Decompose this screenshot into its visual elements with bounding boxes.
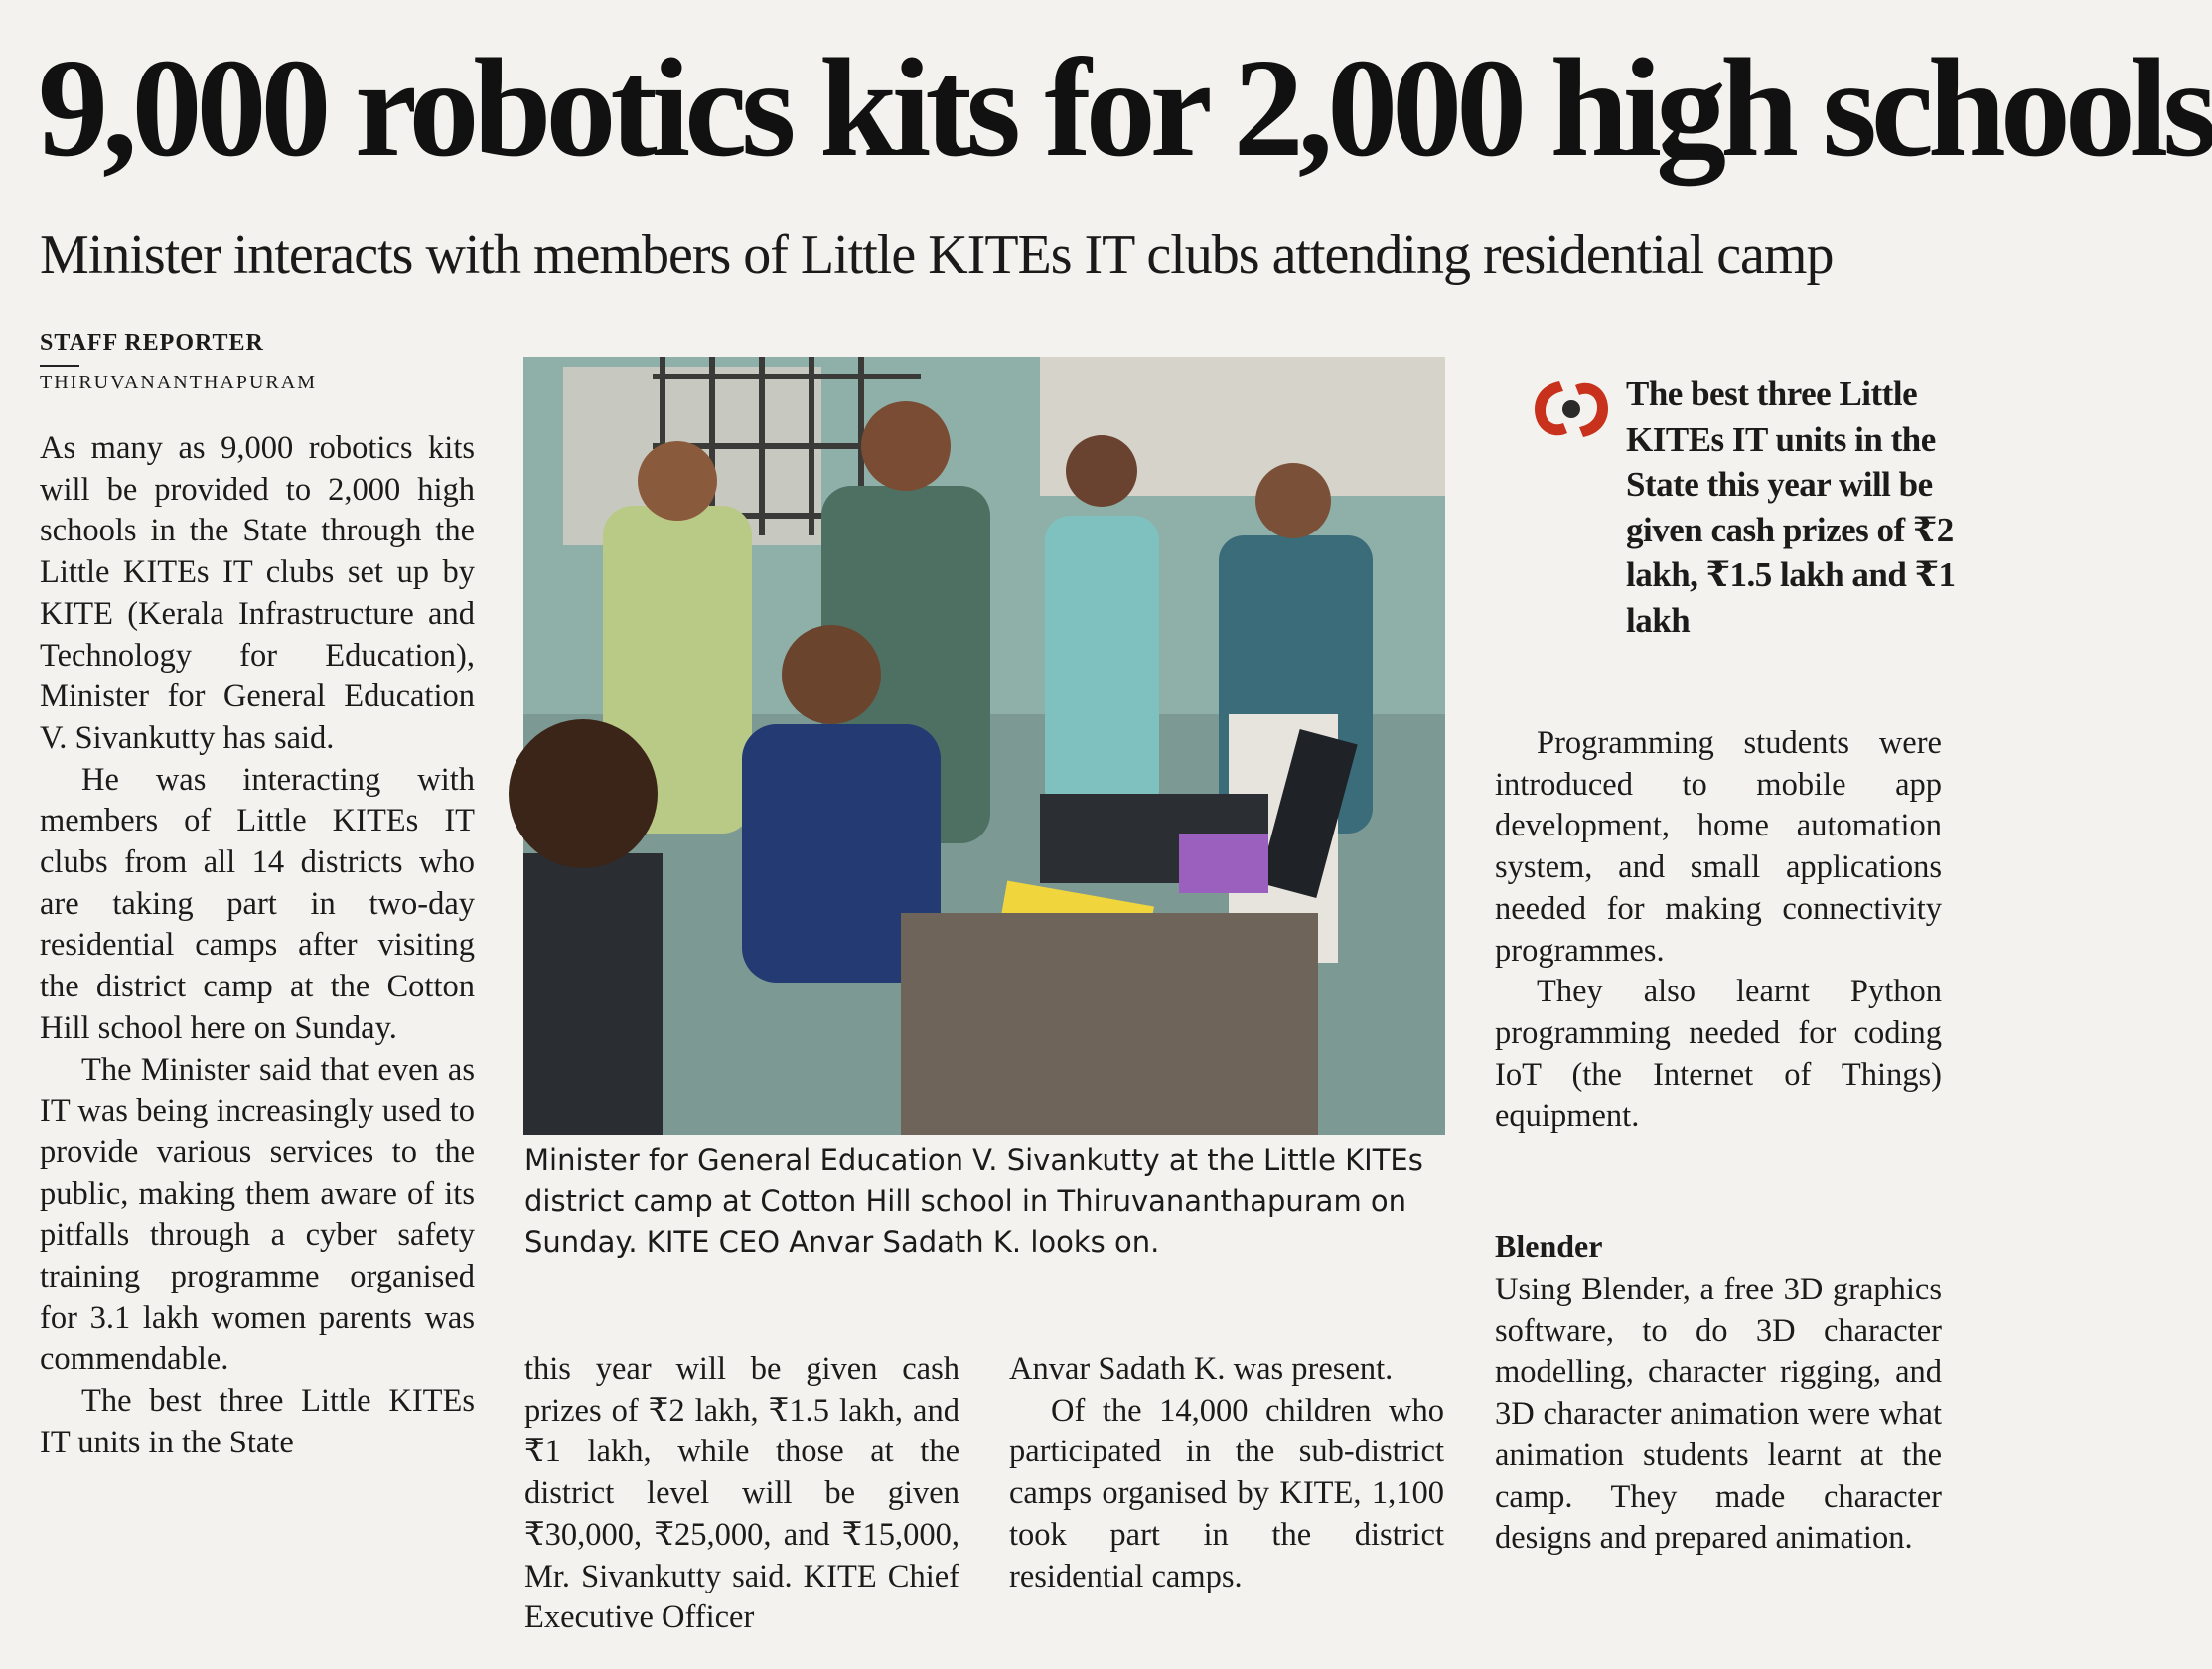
article-paragraph: this year will be given cash prizes of ₹2 lakh, ₹1.5 lakh, and ₹1 lakh, while those at the district level will be given ₹30,000, ₹25,000, and ₹15,000, Mr. Sivankutty said. KITE Chief Executive Officer: [524, 1351, 959, 1636]
section-heading: Blender: [1495, 1228, 1603, 1264]
article-paragraph: Programming students were introduced to mobile app development, home automation system, and small applications needed for making connectivity programmes.: [1495, 725, 1942, 969]
quote-logo-icon: [1530, 376, 1613, 443]
headline: 9,000 robotics kits for 2,000 high schools: [38, 29, 2212, 186]
article-column-4: [1495, 723, 1942, 1138]
dateline: THIRUVANANTHAPURAM: [40, 372, 317, 393]
article-column-2: [524, 1349, 959, 1639]
article-paragraph: He was interacting with members of Little KITEs IT clubs from all 14 districts who are taking part in two-day residential camps after visiting the district camp at the Cotton Hill school here on Sunday.: [40, 761, 475, 1046]
article-paragraph: As many as 9,000 robotics kits will be provided to 2,000 high schools in the State through the Little KITEs IT clubs set up by KITE (Kerala Infrastructure and Technology for Education), Minister for General Education V. Sivankutty has said.: [40, 430, 475, 756]
article-column-1: [40, 428, 475, 1464]
article-paragraph: They also learnt Python programming needed for coding IoT (the Internet of Things) equipment.: [1495, 974, 1942, 1135]
article-paragraph: The Minister said that even as IT was being increasingly used to provide various services to the public, making them aware of its pitfalls through a cyber safety training programme organised for 3.1 lakh women parents was commendable.: [40, 1051, 475, 1378]
article-column-3: [1009, 1349, 1444, 1597]
news-photo-illustration: [523, 357, 1445, 1135]
article-paragraph: The best three Little KITEs IT units in the State: [40, 1383, 475, 1460]
article-paragraph: Of the 14,000 children who participated in the sub-district camps organised by KITE, 1,100 took part in the district residential camps.: [1009, 1392, 1444, 1594]
article-paragraph: Using Blender, a free 3D graphics software, to do 3D character modelling, character rigging, and 3D character animation were what animation students learnt at the camp. They made character designs and prepared animation.: [1495, 1272, 1942, 1557]
article-column-4-continued: [1495, 1270, 1942, 1560]
news-photo: [523, 357, 1445, 1135]
subheadline: Minister interacts with members of Little KITEs IT clubs attending residential camp: [40, 225, 1834, 286]
byline: STAFF REPORTER: [40, 330, 264, 356]
pull-quote: The best three Little KITEs IT units in the State this year will be given cash prizes of ₹2 lakh, ₹1.5 lakh and ₹1 lakh: [1626, 375, 1956, 640]
photo-caption: Minister for General Education V. Sivankutty at the Little KITEs district camp at Cotton Hill school in Thiruvananthapuram on Sunday. KITE CEO Anvar Sadath K. looks on.: [524, 1143, 1423, 1259]
byline-rule: [40, 365, 79, 367]
article-paragraph: Anvar Sadath K. was present.: [1009, 1351, 1394, 1387]
